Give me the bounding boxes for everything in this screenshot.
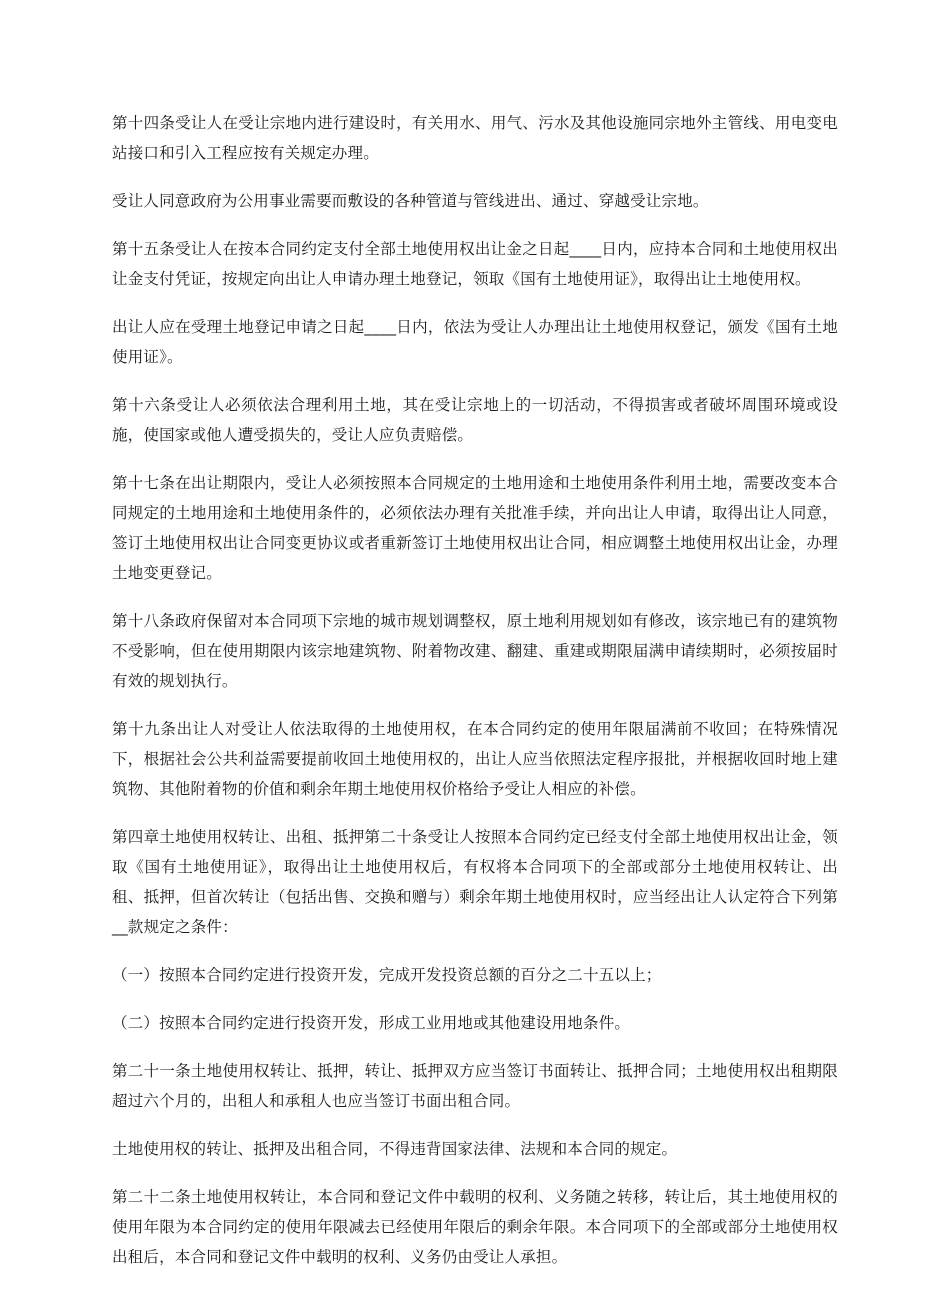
paragraph: 第二十二条土地使用权转让，本合同和登记文件中载明的权利、义务随之转移，转让后，其土地使用权的使用年限为本合同约定的使用年限减去已经使用年限后的剩余年限。本合同项下的全部或部分土地使用权出租后，本合同和登记文件中载明的权利、义务仍由受让人承担。: [112, 1188, 838, 1266]
paragraph: 第十五条受让人在按本合同约定支付全部土地使用权出让金之日起____日内，应持本合同和土地使用权出让金支付凭证，按规定向出让人申请办理土地登记，领取《国有土地使用证》，取得出让土地使用权。: [112, 240, 838, 288]
paragraph: 第十九条出让人对受让人依法取得的土地使用权，在本合同约定的使用年限届满前不收回；在特殊情况下，根据社会公共利益需要提前收回土地使用权的，出让人应当依照法定程序报批，并根据收回时地上建筑物、其他附着物的价值和剩余年期土地使用权价格给予受让人相应的补偿。: [112, 720, 838, 798]
paragraph: 出让人应在受理土地登记申请之日起____日内，依法为受让人办理出让土地使用权登记，颁发《国有土地使用证》。: [112, 318, 838, 366]
paragraph: 第十六条受让人必须依法合理利用土地，其在受让宗地上的一切活动，不得损害或者破坏周围环境或设施，使国家或他人遭受损失的，受让人应负责赔偿。: [112, 396, 838, 444]
paragraph: （一）按照本合同约定进行投资开发，完成开发投资总额的百分之二十五以上；: [112, 966, 662, 984]
paragraph: 第十七条在出让期限内，受让人必须按照本合同规定的土地用途和土地使用条件利用土地，需要改变本合同规定的土地用途和土地使用条件的，必须依法办理有关批准手续，并向出让人申请，取得出让人同意，签订土地使用权出让合同变更协议或者重新签订土地使用权出让合同，相应调整土地使用权出让金，办理土地变更登记。: [112, 474, 838, 582]
paragraph: 第四章土地使用权转让、出租、抵押第二十条受让人按照本合同约定已经支付全部土地使用权出让金，领取《国有土地使用证》，取得出让土地使用权后，有权将本合同项下的全部或部分土地使用权转让、出租、抵押，但首次转让（包括出售、交换和赠与）剩余年期土地使用权时，应当经出让人认定符合下列第__款规定之条件：: [112, 828, 838, 936]
paragraph: 第二十一条土地使用权转让、抵押，转让、抵押双方应当签订书面转让、抵押合同；土地使用权出租期限超过六个月的，出租人和承租人也应当签订书面出租合同。: [112, 1062, 838, 1110]
paragraph: 第十八条政府保留对本合同项下宗地的城市规划调整权，原土地利用规划如有修改，该宗地已有的建筑物不受影响，但在使用期限内该宗地建筑物、附着物改建、翻建、重建或期限届满申请续期时，必须按届时有效的规划执行。: [112, 612, 838, 690]
paragraph: 第十四条受让人在受让宗地内进行建设时，有关用水、用气、污水及其他设施同宗地外主管线、用电变电站接口和引入工程应按有关规定办理。: [112, 114, 838, 162]
document-body: [112, 108, 838, 1272]
paragraph: 受让人同意政府为公用事业需要而敷设的各种管道与管线进出、通过、穿越受让宗地。: [112, 192, 709, 210]
paragraph: （二）按照本合同约定进行投资开发，形成工业用地或其他建设用地条件。: [112, 1014, 631, 1032]
paragraph: 土地使用权的转让、抵押及出租合同，不得违背国家法律、法规和本合同的规定。: [112, 1140, 678, 1158]
